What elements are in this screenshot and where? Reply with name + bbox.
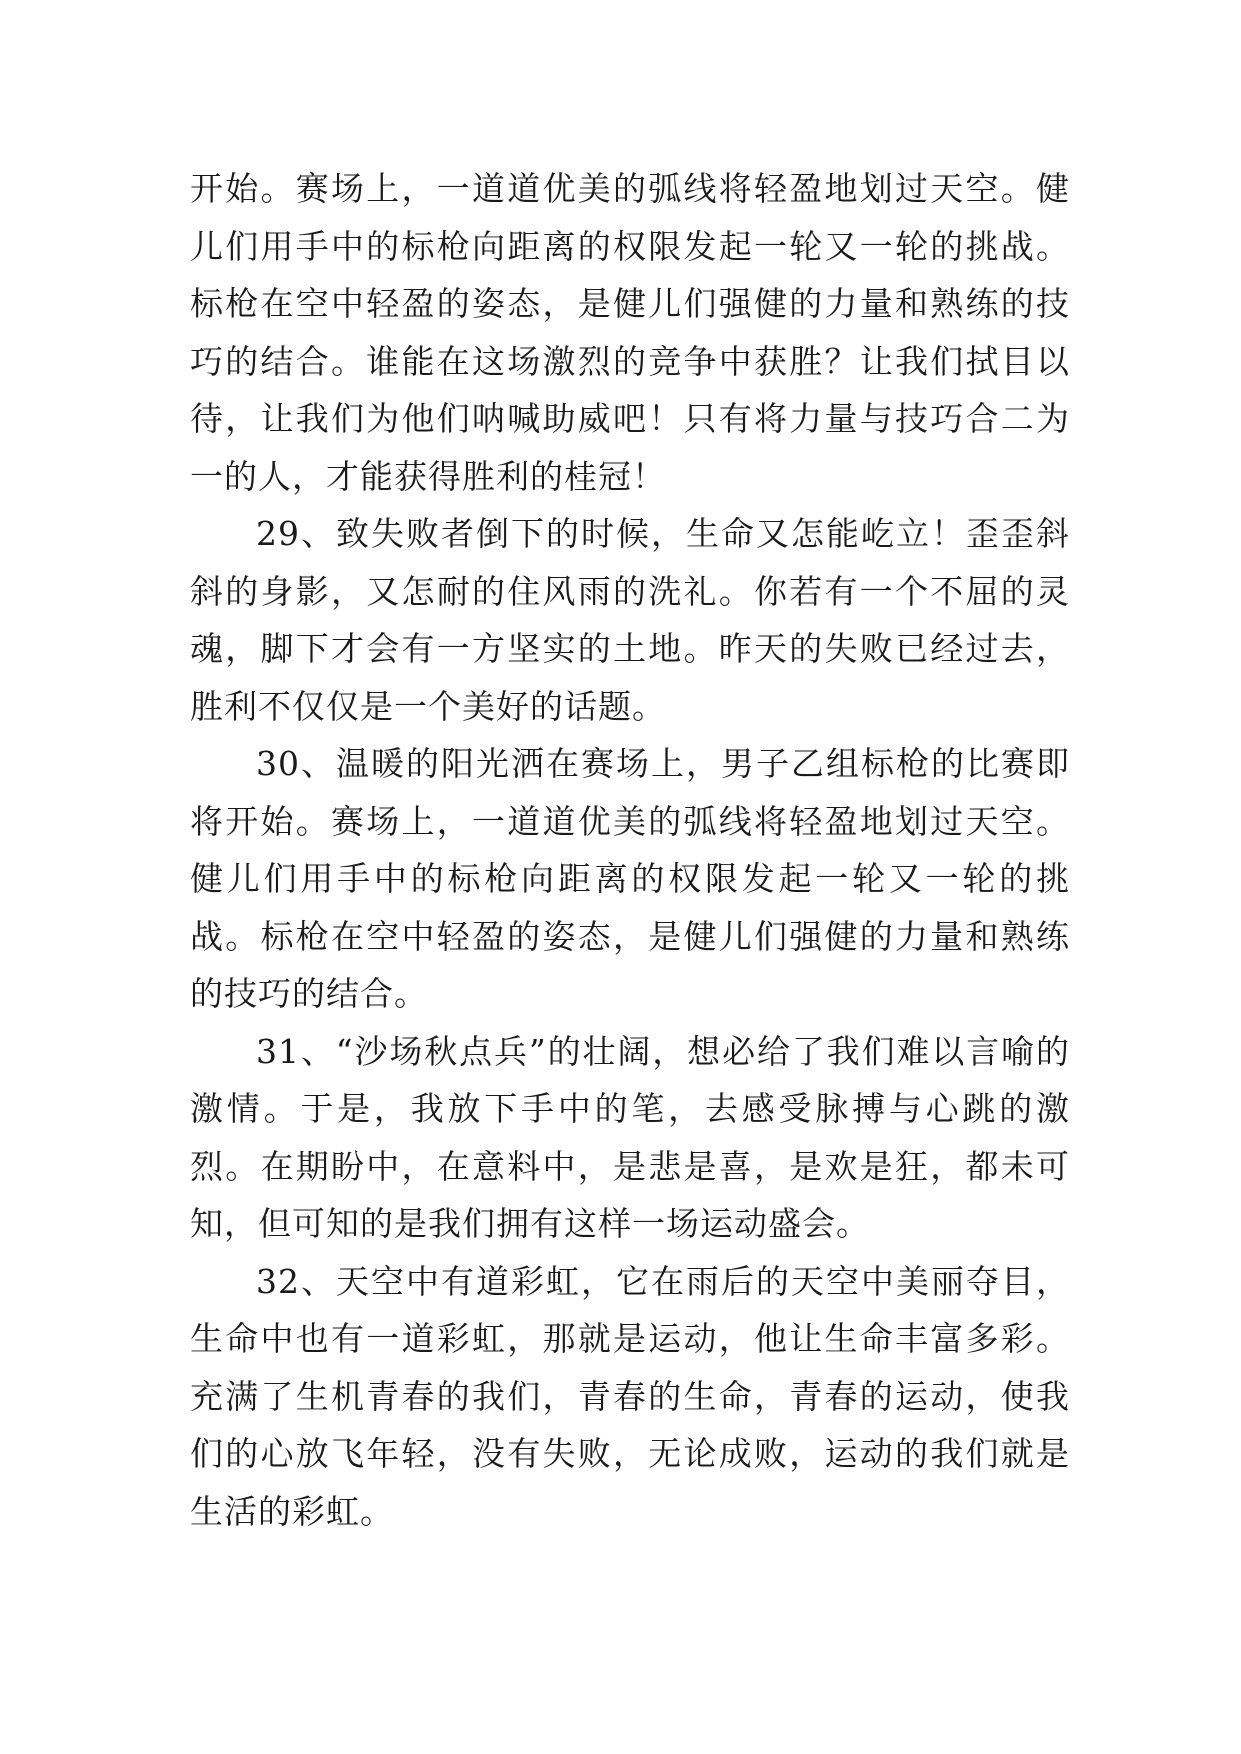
paragraph-32: 32、天空中有道彩虹，它在雨后的天空中美丽夺目，生命中也有一道彩虹，那就是运动，他让生命丰富多彩。充满了生机青春的我们，青春的生命，青春的运动，使我们的心放飞年轻，没有失败，无论成败，运动的我们就是生活的彩虹。 [190,1261,1070,1531]
paragraph-29: 29、致失败者倒下的时候，生命又怎能屹立！歪歪斜斜的身影，又怎耐的住风雨的洗礼。你若有一个不屈的灵魂，脚下才会有一方坚实的土地。昨天的失败已经过去，胜利不仅仅是一个美好的话题。 [190,514,1070,726]
paragraph-31: 31、“沙场秋点兵”的壮阔，想必给了我们难以言喻的激情。于是，我放下手中的笔，去感受脉搏与心跳的激烈。在期盼中，在意料中，是悲是喜，是欢是狂，都未可知，但可知的是我们拥有这样一场运动盛会。 [190,1031,1070,1243]
paragraph-30: 30、温暖的阳光洒在赛场上，男子乙组标枪的比赛即将开始。赛场上，一道道优美的弧线将轻盈地划过天空。健儿们用手中的标枪向距离的权限发起一轮又一轮的挑战。标枪在空中轻盈的姿态，是健儿们强健的力量和熟练的技巧的结合。 [190,744,1070,1013]
paragraph-continuation: 开始。赛场上，一道道优美的弧线将轻盈地划过天空。健儿们用手中的标枪向距离的权限发起一轮又一轮的挑战。标枪在空中轻盈的姿态，是健儿们强健的力量和熟练的技巧的结合。谁能在这场激烈的竞争中获胜？让我们拭目以待，让我们为他们呐喊助威吧！只有将力量与技巧合二为一的人，才能获得胜利的桂冠！ [190,169,1070,496]
document-body [190,160,1070,1540]
